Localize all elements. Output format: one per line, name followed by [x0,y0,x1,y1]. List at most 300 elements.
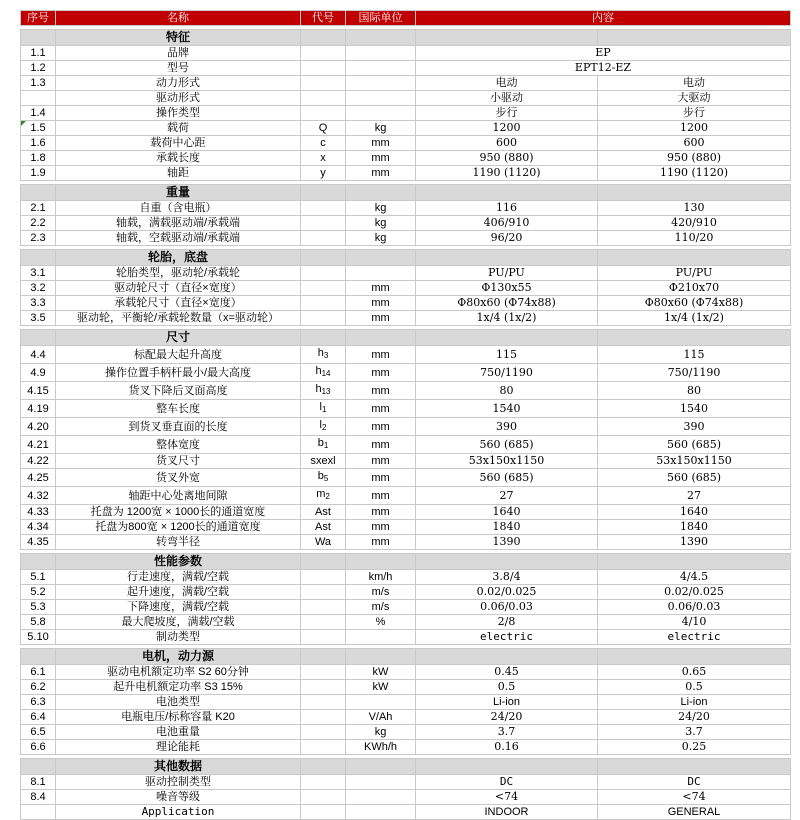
cell-no: 3.2 [21,281,56,296]
cell-no: 1.8 [21,151,56,166]
cell-name: 型号 [56,61,301,76]
cell-no: 1.5 [21,121,56,136]
section-cell-unit [346,554,416,570]
cell-unit [346,266,416,281]
cell-value-1: 3.8/4 [416,570,598,585]
cell-no: 4.21 [21,436,56,454]
table-row [21,740,791,755]
section-cell-code [301,759,346,775]
section-row-4 [21,554,791,570]
cell-value-1: 1840 [416,520,598,535]
cell-no: 5.8 [21,615,56,630]
cell-name: 标配最大起升高度 [56,346,301,364]
cell-value-1: 步行 [416,106,598,121]
cell-code [301,106,346,121]
cell-code [301,665,346,680]
table-row [21,106,791,121]
cell-no: 6.2 [21,680,56,695]
cell-value-1: 0.16 [416,740,598,755]
cell-unit: mm [346,364,416,382]
cell-name: 货叉外宽 [56,469,301,487]
code-subscript: 3 [323,351,329,360]
cell-unit: mm [346,151,416,166]
cell-value-1: 950 (880) [416,151,598,166]
cell-value-1: 27 [416,487,598,505]
table-row [21,505,791,520]
cell-value-2: 1x/4 (1x/2) [598,311,791,326]
spec-table-header [21,11,791,26]
cell-code [301,615,346,630]
cell-value-2: 750/1190 [598,364,791,382]
cell-unit: kg [346,121,416,136]
cell-no: 1.9 [21,166,56,181]
cell-value-2: 1190 (1120) [598,166,791,181]
table-row [21,231,791,246]
cell-no: 6.4 [21,710,56,725]
cell-name: 整体宽度 [56,436,301,454]
cell-value-1: 1190 (1120) [416,166,598,181]
cell-value-merged: EPT12-EZ [416,61,791,76]
section-title: 轮胎，底盘 [56,250,301,266]
section-cell-v1 [416,759,598,775]
table-row [21,790,791,805]
table-row [21,216,791,231]
table-row [21,266,791,281]
cell-name: 理论能耗 [56,740,301,755]
table-row [21,400,791,418]
section-cell-code [301,250,346,266]
section-cell-unit [346,30,416,46]
section-cell-no [21,759,56,775]
section-row-5 [21,649,791,665]
cell-code [301,76,346,91]
cell-value-1: 1390 [416,535,598,550]
cell-code: Q [301,121,346,136]
cell-code [301,790,346,805]
cell-code [301,740,346,755]
cell-unit: mm [346,520,416,535]
cell-code [301,680,346,695]
section-title: 性能参数 [56,554,301,570]
cell-unit: mm [346,505,416,520]
cell-value-1: 24/20 [416,710,598,725]
cell-no: 5.10 [21,630,56,645]
cell-unit: mm [346,166,416,181]
cell-no: 1.6 [21,136,56,151]
cell-name: 轴距中心处离地间隙 [56,487,301,505]
table-row [21,600,791,615]
cell-value-1: 406/910 [416,216,598,231]
cell-no: 8.1 [21,775,56,790]
cell-value-2: PU/PU [598,266,791,281]
cell-code [301,216,346,231]
table-row [21,775,791,790]
cell-name: 到货叉垂直面的长度 [56,418,301,436]
cell-name: 电池重量 [56,725,301,740]
cell-no: 4.32 [21,487,56,505]
cell-value-2: Φ210x70 [598,281,791,296]
cell-name: 轴载，空载驱动端/承载端 [56,231,301,246]
cell-code: Ast [301,505,346,520]
cell-name: 载荷中心距 [56,136,301,151]
cell-no: 4.22 [21,454,56,469]
cell-name: 托盘为 1200宽 × 1000长的通道宽度 [56,505,301,520]
cell-code [301,585,346,600]
cell-value-2: 1640 [598,505,791,520]
section-cell-no [21,30,56,46]
table-row [21,364,791,382]
cell-name: 载荷 [56,121,301,136]
cell-value-1: Li-ion [416,695,598,710]
table-row [21,710,791,725]
section-cell-v2 [598,30,791,46]
code-subscript: 14 [321,369,331,378]
cell-unit: mm [346,281,416,296]
cell-unit [346,46,416,61]
cell-name: 电瓶电压/标称容量 K20 [56,710,301,725]
cell-unit: kW [346,680,416,695]
cell-code: $m_2$ [301,487,346,505]
cell-no: 3.5 [21,311,56,326]
code-subscript: 2 [322,423,327,432]
section-cell-code [301,185,346,201]
cell-value-1: 0.45 [416,665,598,680]
section-cell-no [21,649,56,665]
cell-code: y [301,166,346,181]
cell-no: 4.4 [21,346,56,364]
cell-code [301,775,346,790]
table-row [21,535,791,550]
code-subscript: 2 [325,492,330,501]
section-cell-unit [346,759,416,775]
cell-no: 6.1 [21,665,56,680]
cell-name: 驱动控制类型 [56,775,301,790]
cell-unit: mm [346,296,416,311]
section-cell-v2 [598,759,791,775]
cell-code [301,91,346,106]
cell-value-1: 560 (685) [416,436,598,454]
code-subscript: 13 [321,387,331,396]
cell-code [301,61,346,76]
cell-value-1: 750/1190 [416,364,598,382]
cell-value-2: 0.06/0.03 [598,600,791,615]
cell-value-2: Φ80x60 (Φ74x88) [598,296,791,311]
section-title: 尺寸 [56,330,301,346]
table-row [21,680,791,695]
cell-no: 4.34 [21,520,56,535]
cell-name: 电池类型 [56,695,301,710]
cell-value-2: 420/910 [598,216,791,231]
spec-table [20,10,791,820]
cell-name: 承载长度 [56,151,301,166]
table-row [21,76,791,91]
cell-no: 4.20 [21,418,56,436]
cell-name: 自重（含电瓶） [56,201,301,216]
cell-unit: kg [346,725,416,740]
cell-name: 驱动轮尺寸（直径×宽度） [56,281,301,296]
cell-unit: mm [346,436,416,454]
cell-value-1: 0.5 [416,680,598,695]
table-row [21,311,791,326]
cell-no: 5.2 [21,585,56,600]
cell-value-2: 1840 [598,520,791,535]
cell-value-1: 1540 [416,400,598,418]
cell-unit [346,106,416,121]
cell-value-2: 1390 [598,535,791,550]
cell-unit: km/h [346,570,416,585]
code-subscript: 1 [322,405,327,414]
cell-value-2: 950 (880) [598,151,791,166]
cell-no: 1.4 [21,106,56,121]
cell-value-merged: EP [416,46,791,61]
cell-value-2: GENERAL [598,805,791,820]
cell-name: 轴距 [56,166,301,181]
cell-value-1: INDOOR [416,805,598,820]
cell-value-2: 110/20 [598,231,791,246]
cell-no: 6.5 [21,725,56,740]
cell-no: 6.6 [21,740,56,755]
cell-unit [346,91,416,106]
table-row [21,695,791,710]
cell-value-2: DC [598,775,791,790]
cell-unit: kW [346,665,416,680]
table-row [21,91,791,106]
section-cell-unit [346,330,416,346]
cell-unit [346,630,416,645]
section-cell-no [21,250,56,266]
cell-name: Application [56,805,301,820]
cell-name: 行走速度，满载/空载 [56,570,301,585]
cell-value-1: 96/20 [416,231,598,246]
section-title: 特征 [56,30,301,46]
cell-code [301,231,346,246]
cell-code [301,805,346,820]
cell-unit [346,61,416,76]
cell-value-2: 560 (685) [598,436,791,454]
cell-value-1: PU/PU [416,266,598,281]
code-subscript: 1 [323,441,329,450]
cell-no: 1.2 [21,61,56,76]
table-row [21,121,791,136]
cell-code [301,266,346,281]
cell-value-2: Li-ion [598,695,791,710]
cell-value-1: 80 [416,382,598,400]
table-row [21,61,791,76]
cell-unit: mm [346,418,416,436]
cell-no: 4.25 [21,469,56,487]
cell-value-2: 24/20 [598,710,791,725]
cell-unit: mm [346,487,416,505]
table-row [21,201,791,216]
cell-value-1: 116 [416,201,598,216]
cell-code: Wa [301,535,346,550]
cell-value-2: 4/10 [598,615,791,630]
table-row [21,570,791,585]
cell-unit: mm [346,382,416,400]
section-row-2 [21,250,791,266]
cell-unit: KWh/h [346,740,416,755]
table-row [21,454,791,469]
table-row [21,665,791,680]
cell-code [301,311,346,326]
cell-unit: kg [346,231,416,246]
cell-value-2: 3.7 [598,725,791,740]
section-cell-v1 [416,554,598,570]
cell-no [21,91,56,106]
table-row [21,281,791,296]
cell-no: 8.4 [21,790,56,805]
cell-unit: kg [346,201,416,216]
cell-unit: mm [346,400,416,418]
cell-value-1: 390 [416,418,598,436]
cell-name: 下降速度，满载/空载 [56,600,301,615]
cell-code: x [301,151,346,166]
cell-value-2: 600 [598,136,791,151]
cell-name: 驱动轮，平衡轮/承载轮数量（x=驱动轮） [56,311,301,326]
cell-value-1: 1640 [416,505,598,520]
section-cell-v2 [598,649,791,665]
section-cell-v1 [416,250,598,266]
cell-no: 6.3 [21,695,56,710]
cell-value-2: 0.5 [598,680,791,695]
cell-value-1: <74 [416,790,598,805]
cell-code [301,695,346,710]
cell-no [21,805,56,820]
section-cell-no [21,185,56,201]
cell-no: 4.9 [21,364,56,382]
cell-value-1: 115 [416,346,598,364]
cell-no: 2.1 [21,201,56,216]
cell-unit: mm [346,346,416,364]
cell-unit [346,805,416,820]
cell-code: $h_3$ [301,346,346,364]
table-row [21,805,791,820]
section-cell-v2 [598,250,791,266]
table-row [21,382,791,400]
cell-name: 驱动电机额定功率 S2 60分钟 [56,665,301,680]
code-subscript: 5 [323,474,329,483]
section-title: 其他数据 [56,759,301,775]
cell-no: 3.1 [21,266,56,281]
cell-code [301,201,346,216]
section-title: 重量 [56,185,301,201]
cell-name: 操作类型 [56,106,301,121]
cell-value-2: 大驱动 [598,91,791,106]
cell-code: sxexl [301,454,346,469]
cell-code: $l_1$ [301,400,346,418]
cell-value-2: 27 [598,487,791,505]
cell-unit: mm [346,454,416,469]
cell-value-2: <74 [598,790,791,805]
cell-name: 轮胎类型，驱动轮/承载轮 [56,266,301,281]
table-row [21,469,791,487]
section-cell-v2 [598,185,791,201]
cell-value-2: 0.65 [598,665,791,680]
section-title: 电机，动力源 [56,649,301,665]
cell-no: 2.2 [21,216,56,231]
cell-value-1: electric [416,630,598,645]
cell-value-2: 1540 [598,400,791,418]
section-row-1 [21,185,791,201]
cell-value-2: 4/4.5 [598,570,791,585]
cell-no: 4.19 [21,400,56,418]
cell-value-2: 130 [598,201,791,216]
section-cell-no [21,330,56,346]
table-row [21,166,791,181]
cell-no: 5.3 [21,600,56,615]
cell-code [301,710,346,725]
cell-value-2: 0.02/0.025 [598,585,791,600]
section-row-6 [21,759,791,775]
cell-name: 承载轮尺寸（直径×宽度） [56,296,301,311]
section-row-0 [21,30,791,46]
cell-unit: mm [346,535,416,550]
cell-name: 轴载，满载驱动端/承载端 [56,216,301,231]
cell-value-1: 3.7 [416,725,598,740]
table-row [21,630,791,645]
cell-name: 转弯半径 [56,535,301,550]
section-cell-unit [346,185,416,201]
cell-code [301,570,346,585]
cell-value-1: 1200 [416,121,598,136]
table-row [21,346,791,364]
table-row [21,46,791,61]
cell-value-1: 600 [416,136,598,151]
section-cell-code [301,330,346,346]
cell-code: $h_{13}$ [301,382,346,400]
section-cell-unit [346,250,416,266]
section-cell-v2 [598,554,791,570]
cell-value-1: 0.06/0.03 [416,600,598,615]
header-col-code: 代号 [301,11,346,26]
cell-value-1: 小驱动 [416,91,598,106]
cell-unit [346,76,416,91]
cell-name: 整车长度 [56,400,301,418]
cell-unit [346,695,416,710]
header-col-no: 序号 [21,11,56,26]
table-row [21,585,791,600]
cell-code [301,630,346,645]
cell-name: 操作位置手柄杆最小/最大高度 [56,364,301,382]
cell-no: 4.35 [21,535,56,550]
cell-name: 噪音等级 [56,790,301,805]
header-col-content: 内容 [416,11,791,26]
cell-value-2: 1200 [598,121,791,136]
cell-no: 5.1 [21,570,56,585]
section-cell-v1 [416,330,598,346]
cell-code: $h_{14}$ [301,364,346,382]
cell-value-2: 390 [598,418,791,436]
section-cell-unit [346,649,416,665]
cell-name: 制动类型 [56,630,301,645]
cell-unit: kg [346,216,416,231]
table-row [21,418,791,436]
cell-name: 货叉尺寸 [56,454,301,469]
spec-table-body [21,26,791,820]
cell-value-2: 0.25 [598,740,791,755]
cell-code [301,296,346,311]
header-row [21,11,791,26]
section-cell-code [301,30,346,46]
cell-name: 起升电机额定功率 S3 15% [56,680,301,695]
table-row [21,615,791,630]
cell-code [301,725,346,740]
cell-name: 动力形式 [56,76,301,91]
cell-value-1: 53x150x1150 [416,454,598,469]
cell-code: $l_2$ [301,418,346,436]
cell-name: 托盘为800宽 × 1200长的通道宽度 [56,520,301,535]
table-row [21,725,791,740]
